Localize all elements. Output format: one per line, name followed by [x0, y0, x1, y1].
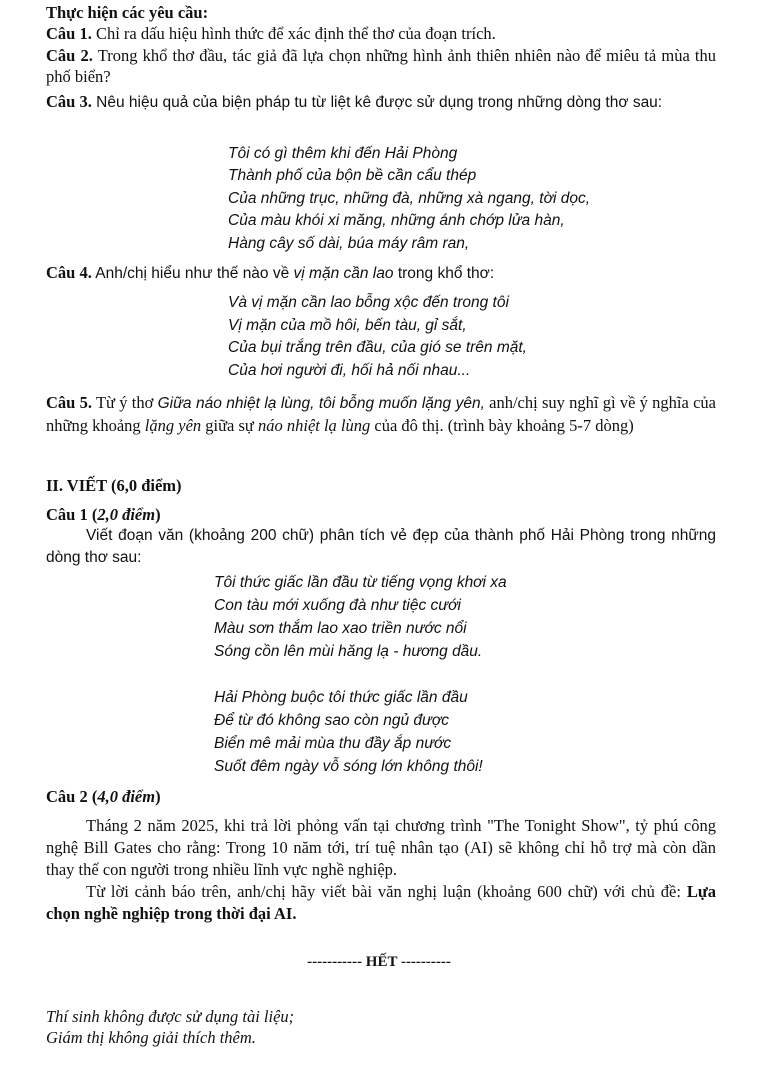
- question-1: Câu 1. Chỉ ra dấu hiệu hình thức để xác định thể thơ của đoạn trích.: [46, 24, 496, 43]
- question-5: Câu 5. Từ ý thơ Giữa náo nhiệt lạ lùng, tôi bỗng muốn lặng yên, anh/chị suy nghĩ gì về ý nghĩa của những khoảng lặng yên giữa sự náo nhiệt lạ lùng của đô thị. (trình bày khoảng 5-7 dòng): [46, 393, 716, 435]
- footer-note: Thí sinh không được sử dụng tài liệu;: [46, 1007, 295, 1026]
- instructions-heading: Thực hiện các yêu cầu:: [46, 3, 209, 22]
- poem-line: Tôi có gì thêm khi đến Hải Phòng: [228, 145, 458, 162]
- poem-line: Thành phố của bộn bề cần cẩu thép: [228, 167, 477, 184]
- poem-line: Của bụi trắng trên đầu, của gió se trên mặt,: [228, 339, 527, 356]
- end-marker: ----------- HẾT ----------: [307, 954, 451, 970]
- poem-line: Của hơi người đi, hối hả nối nhau...: [228, 362, 471, 379]
- question-2: Câu 2. Trong khổ thơ đầu, tác giả đã lựa chọn những hình ảnh thiên nhiên nào để miêu tả mùa thu phố biển?: [46, 46, 717, 86]
- writing-question-2-label: Câu 2 (4,0 điểm): [46, 787, 161, 806]
- question-3: Câu 3. Nêu hiệu quả của biện pháp tu từ liệt kê được sử dụng trong những dòng thơ sau:: [46, 92, 663, 111]
- poem-line: Và vị mặn cần lao bỗng xộc đến trong tôi: [228, 294, 509, 311]
- writing-question-2-task: Từ lời cảnh báo trên, anh/chị hãy viết bài văn nghị luận (khoảng 600 chữ) với chủ đề: Lựa chọn nghề nghiệp trong thời đại AI.: [46, 882, 717, 923]
- writing-question-2-context: Tháng 2 năm 2025, khi trả lời phỏng vấn tại chương trình "The Tonight Show", tỷ phú công nghệ Bill Gates cho rằng: Trong 10 năm tới, trí tuệ nhân tạo (AI) sẽ không chỉ hỗ trợ mà còn dần thay thế con người trong nhiều lĩnh vực nghề nghiệp.: [46, 816, 716, 879]
- poem-line: Màu sơn thắm lao xao triền nước nổi: [214, 620, 467, 637]
- poem-line: Hàng cây số dài, búa máy râm ran,: [228, 235, 470, 252]
- poem-line: Suốt đêm ngày vỗ sóng lớn không thôi!: [214, 758, 483, 775]
- poem-line: Để từ đó không sao còn ngủ được: [214, 712, 449, 729]
- poem-line: Sóng cồn lên mùi hăng lạ - hương dầu.: [214, 643, 483, 660]
- writing-question-1-text: Viết đoạn văn (khoảng 200 chữ) phân tích vẻ đẹp của thành phố Hải Phòng trong những dòng thơ sau:: [46, 527, 716, 566]
- poem-line: Hải Phòng buộc tôi thức giấc lần đầu: [214, 689, 468, 706]
- footer-note: Giám thị không giải thích thêm.: [46, 1028, 256, 1047]
- poem-line: Con tàu mới xuống đà như tiệc cưới: [214, 597, 461, 614]
- poem-line: Tôi thức giấc lần đầu từ tiếng vọng khơi xa: [214, 574, 507, 591]
- poem-line: Biển mê mải mùa thu đầy ắp nước: [214, 735, 452, 752]
- question-4: Câu 4. Anh/chị hiểu như thế nào về vị mặn cần lao trong khổ thơ:: [46, 263, 495, 282]
- writing-question-1-label: Câu 1 (2,0 điểm): [46, 505, 161, 524]
- poem-line: Vị mặn của mồ hôi, bến tàu, gỉ sắt,: [228, 317, 467, 334]
- poem-line: Của màu khói xi măng, những ánh chớp lửa hàn,: [228, 212, 565, 229]
- poem-line: Của những trục, những đà, những xà ngang, tời dọc,: [228, 190, 590, 207]
- section-2-heading: II. VIẾT (6,0 điểm): [46, 476, 182, 495]
